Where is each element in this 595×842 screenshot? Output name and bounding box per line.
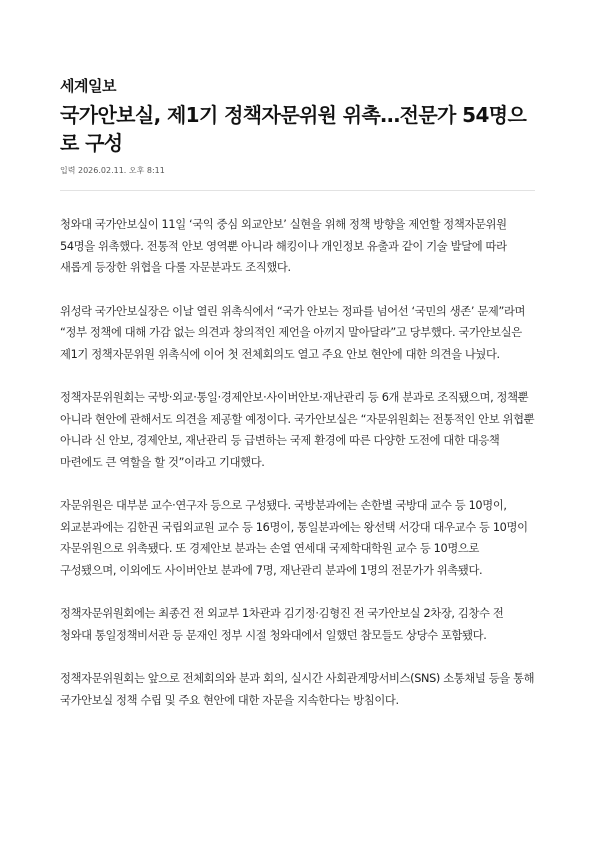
article-paragraph: 자문위원은 대부분 교수·연구자 등으로 구성됐다. 국방분과에는 손한별 국방대 교수 등 10명이, 외교분과에는 김한권 국립외교원 교수 등 16명이, 통일분과에는 왕선택 서강대 대우교수 등 10명이 자문위원으로 위촉됐다. 또 경제안보 분과는 손열 연세대 국제학대학원 교수 등 10명으로 구성됐으며, 이외에도 사이버안보 분과에 7명, 재난관리 분과에 1명의 전문가가 위촉됐다. xyxy=(60,499,528,577)
article-paragraph: 정책자문위원회는 국방·외교·통일·경제안보·사이버안보·재난관리 등 6개 분과로 조직됐으며, 정책뿐 아니라 현안에 관해서도 의견을 제공할 예정이다. 국가안보실은 “자문위원회는 전통적인 안보 위협뿐 아니라 신 안보, 경제안보, 재난관리 등 급변하는 국제 환경에 따른 다양한 도전에 대한 대응책 마련에도 큰 역할을 할 것”이라고 기대했다. xyxy=(60,391,535,469)
article-paragraph: 정책자문위원회는 앞으로 전체회의와 분과 회의, 실시간 사회관계망서비스(SNS) 소통채널 등을 통해 국가안보실 정책 수립 및 주요 현안에 대한 자문을 지속한다는 방침이다. xyxy=(60,672,535,707)
article-headline: 국가안보실, 제1기 정책자문위원 위촉…전문가 54명으로 구성 xyxy=(60,103,527,155)
article-paragraph: 위성락 국가안보실장은 이날 열린 위촉식에서 “국가 안보는 정파를 넘어선 ‘국민의 생존’ 문제”라며 “정부 정책에 대해 가감 없는 의견과 창의적인 제언을 아끼지 말아달라”고 당부했다. 국가안보실은 제1기 정책자문위원 위촉식에 이어 첫 전체회의도 열고 주요 안보 현안에 대한 의견을 나눴다. xyxy=(60,304,526,361)
article-paragraph: 청와대 국가안보실이 11일 ‘국익 중심 외교안보’ 실현을 위해 정책 방향을 제언할 정책자문위원 54명을 위촉했다. 전통적 안보 영역뿐 아니라 해킹이나 개인정보 유출과 같이 기술 발달에 따라 새롭게 등장한 위협을 다룰 자문분과도 조직했다. xyxy=(60,218,507,274)
article-paragraph: 정책자문위원회에는 최종건 전 외교부 1차관과 김기정·김형진 전 국가안보실 2차장, 김창수 전 청와대 통일정책비서관 등 문재인 정부 시절 청와대에서 일했던 참모들도 상당수 포함됐다. xyxy=(60,607,504,642)
article-dateline: 입력 2026.02.11. 오후 8:11 xyxy=(60,166,165,175)
article-body xyxy=(60,214,538,733)
header-divider xyxy=(60,190,535,191)
publication-logo[interactable]: 세계일보 xyxy=(60,77,116,95)
